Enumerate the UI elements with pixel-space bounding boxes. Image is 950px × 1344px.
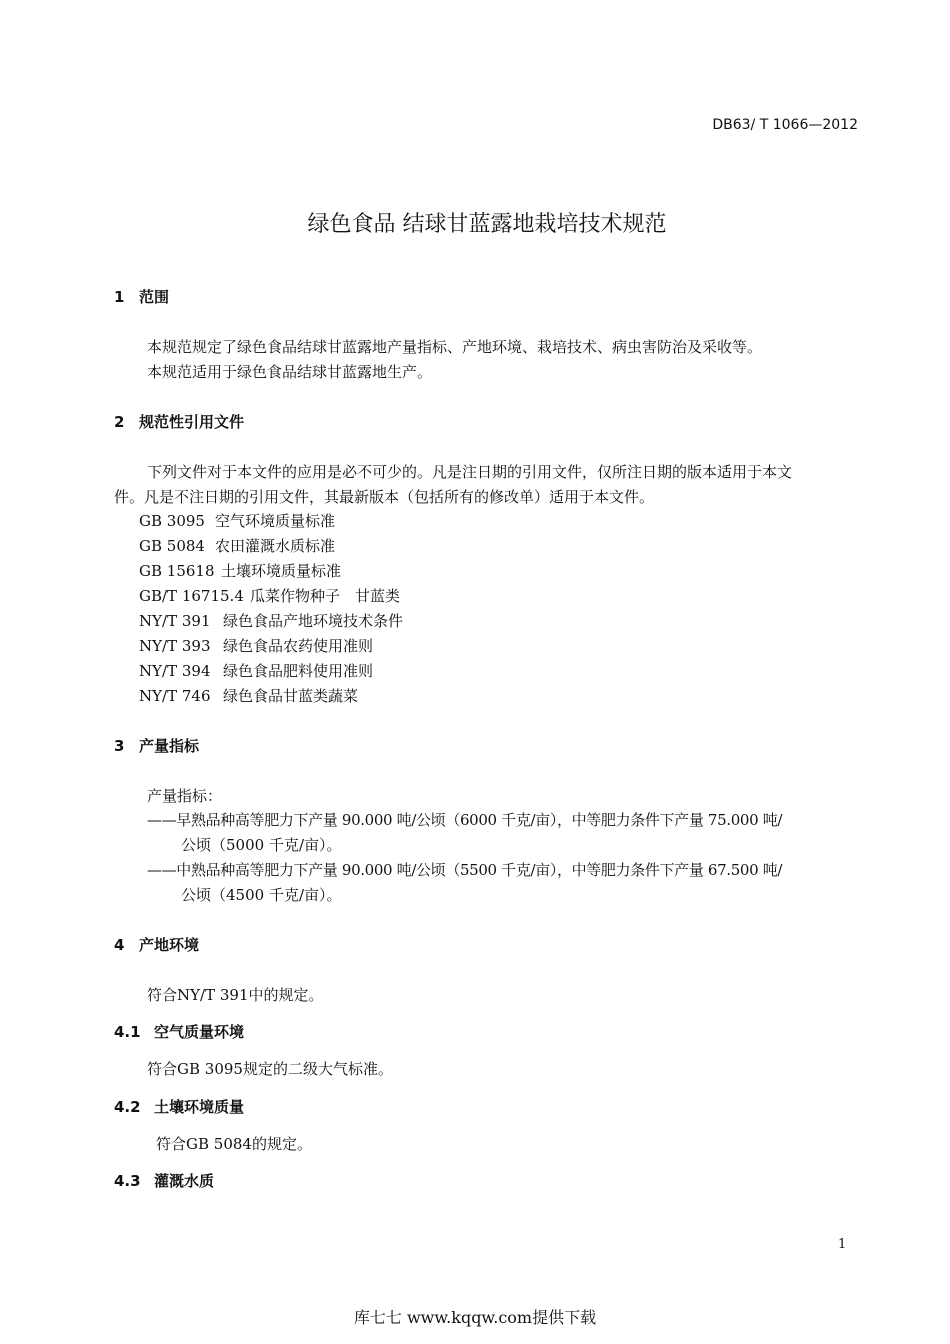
reference-item: NY/T 391 绿色食品产地环境技术条件 xyxy=(139,612,404,630)
list-item: ——早熟品种高等肥力下产量 90.000 吨/公顷（6000 千克/亩），中等肥力条件下产量 75.000 吨/ xyxy=(147,811,783,829)
reference-item: GB 15618 土壤环境质量标准 xyxy=(139,562,342,580)
reference-item: NY/T 746 绿色食品甘蓝类蔬菜 xyxy=(139,687,359,705)
paragraph: 符合GB 3095规定的二级大气标准。 xyxy=(147,1060,393,1078)
section-2-heading: 2 规范性引用文件 xyxy=(114,413,245,431)
section-4-heading: 4 产地环境 xyxy=(114,936,200,954)
page-number: 1 xyxy=(838,1237,847,1252)
list-item-continuation: 公顷（5000 千克/亩）。 xyxy=(181,836,342,854)
section-3-heading: 3 产量指标 xyxy=(114,737,200,755)
paragraph: 下列文件对于本文件的应用是必不可少的。凡是注日期的引用文件，仅所注日期的版本适用于本文 xyxy=(147,463,793,481)
document-title: 绿色食品 结球甘蓝露地栽培技术规范 xyxy=(307,212,667,237)
reference-item: NY/T 394 绿色食品肥料使用准则 xyxy=(139,662,374,680)
standard-code: DB63/ T 1066—2012 xyxy=(712,117,858,133)
paragraph: 产量指标： xyxy=(147,787,223,805)
list-item: ——中熟品种高等肥力下产量 90.000 吨/公顷（5500 千克/亩），中等肥力条件下产量 67.500 吨/ xyxy=(147,861,783,879)
paragraph: 件。凡是不注日期的引用文件，其最新版本（包括所有的修改单）适用于本文件。 xyxy=(114,488,655,506)
footer-watermark: 库七七 www.kqqw.com提供下载 xyxy=(353,1308,597,1327)
paragraph: 本规范适用于绿色食品结球甘蓝露地生产。 xyxy=(147,363,433,381)
list-item-continuation: 公顷（4500 千克/亩）。 xyxy=(181,886,342,904)
reference-item: GB 5084 农田灌溉水质标准 xyxy=(139,537,336,555)
paragraph: 本规范规定了绿色食品结球甘蓝露地产量指标、产地环境、栽培技术、病虫害防治及采收等。 xyxy=(147,338,763,356)
reference-item: NY/T 393 绿色食品农药使用准则 xyxy=(139,637,374,655)
paragraph: 符合NY/T 391中的规定。 xyxy=(147,986,324,1004)
paragraph: 符合GB 5084的规定。 xyxy=(156,1135,312,1153)
section-4-2-heading: 4.2 土壤环境质量 xyxy=(114,1098,245,1116)
reference-item: GB/T 16715.4 瓜菜作物种子 甘蓝类 xyxy=(139,587,401,605)
section-1-heading: 1 范围 xyxy=(114,288,170,306)
reference-item: GB 3095 空气环境质量标准 xyxy=(139,512,336,530)
section-4-1-heading: 4.1 空气质量环境 xyxy=(114,1023,245,1041)
section-4-3-heading: 4.3 灌溉水质 xyxy=(114,1172,215,1190)
